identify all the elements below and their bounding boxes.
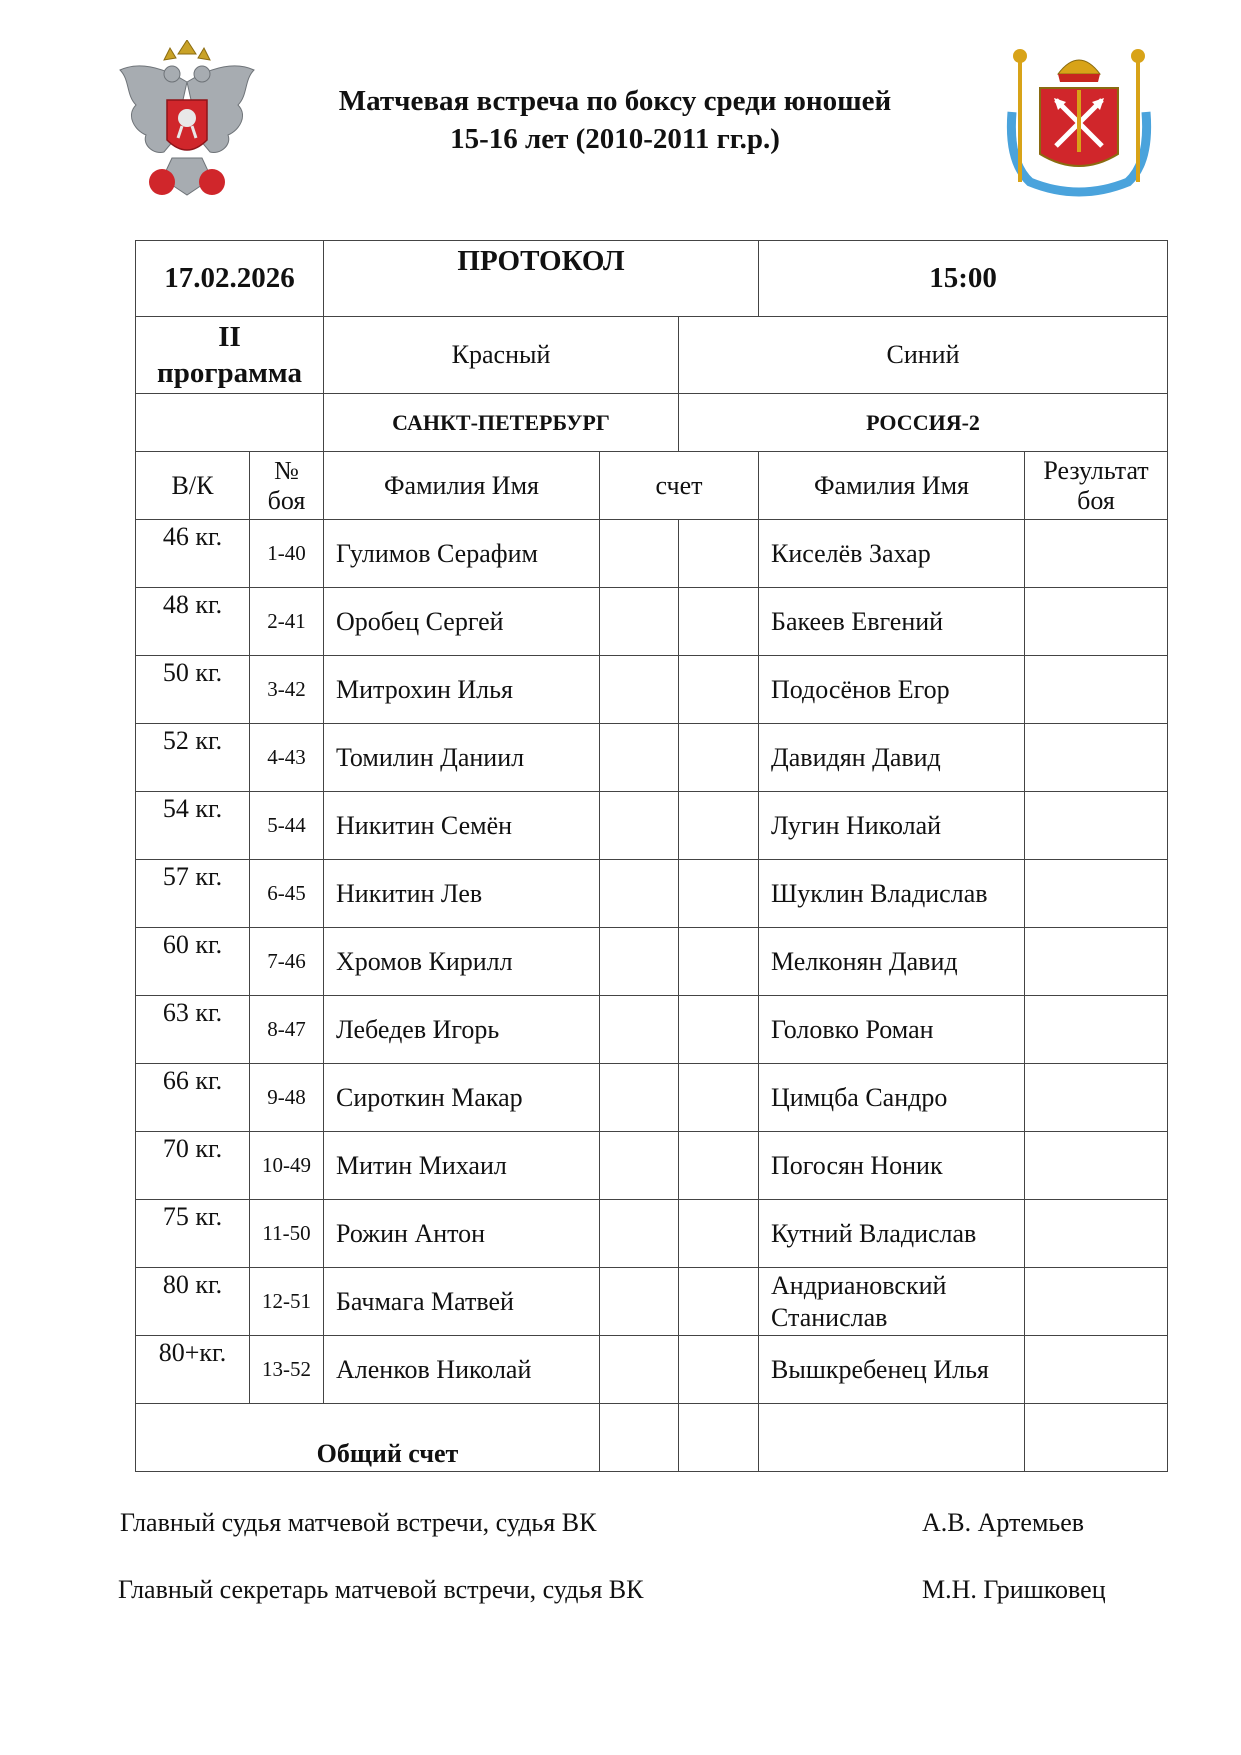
team-row <box>136 394 1168 452</box>
bout-result-cell <box>1025 1336 1168 1404</box>
bout-number: 8-47 <box>250 996 324 1064</box>
protocol-date: 17.02.2026 <box>136 241 324 317</box>
protocol-title: ПРОТОКОЛ <box>324 241 759 317</box>
bout-row <box>136 996 1168 1064</box>
blue-score-cell <box>679 1064 759 1132</box>
bout-row <box>136 1132 1168 1200</box>
red-boxer-name: Сироткин Макар <box>324 1064 600 1132</box>
weight-class: 52 кг. <box>136 724 250 792</box>
bout-number: 7-46 <box>250 928 324 996</box>
blue-score-cell <box>679 860 759 928</box>
red-score-cell <box>600 724 679 792</box>
bout-number: 10-49 <box>250 1132 324 1200</box>
red-score-cell <box>600 656 679 724</box>
weight-class: 80 кг. <box>136 1268 250 1336</box>
weight-class: 50 кг. <box>136 656 250 724</box>
bout-row <box>136 1336 1168 1404</box>
bout-result-cell <box>1025 520 1168 588</box>
weight-class: 70 кг. <box>136 1132 250 1200</box>
red-score-cell <box>600 588 679 656</box>
bout-number: 11-50 <box>250 1200 324 1268</box>
blue-boxer-name: Цимцба Сандро <box>759 1064 1025 1132</box>
bout-result-cell <box>1025 1132 1168 1200</box>
blue-score-cell <box>679 792 759 860</box>
red-boxer-name: Никитин Лев <box>324 860 600 928</box>
blue-boxer-name: Кутний Владислав <box>759 1200 1025 1268</box>
red-score-cell <box>600 1336 679 1404</box>
program-label: программа <box>157 357 302 389</box>
total-score-label: Общий счет <box>136 1404 600 1472</box>
saint-petersburg-coat-of-arms-icon <box>1000 42 1158 200</box>
total-blue-score-cell <box>679 1404 759 1472</box>
red-score-cell <box>600 1200 679 1268</box>
red-score-cell <box>600 928 679 996</box>
total-row <box>136 1404 1168 1472</box>
chief-secretary-role: Главный секретарь матчевой встречи, судья ВК <box>118 1575 644 1604</box>
red-team-name: САНКТ-ПЕТЕРБУРГ <box>324 394 679 452</box>
col-bout-header <box>250 452 324 520</box>
blue-score-cell <box>679 1200 759 1268</box>
bout-result-cell <box>1025 996 1168 1064</box>
bout-row <box>136 656 1168 724</box>
blue-score-cell <box>679 724 759 792</box>
red-score-cell <box>600 860 679 928</box>
bout-result-cell <box>1025 1064 1168 1132</box>
eagle-emblem-icon <box>112 40 262 202</box>
blue-score-cell <box>679 1336 759 1404</box>
blue-score-cell <box>679 928 759 996</box>
bout-row <box>136 588 1168 656</box>
col-result-header-line2: боя <box>1077 485 1115 515</box>
total-red-score-cell <box>600 1404 679 1472</box>
total-result-cell <box>1025 1404 1168 1472</box>
blue-boxer-name: Бакеев Евгений <box>759 588 1025 656</box>
col-result-header <box>1025 452 1168 520</box>
program-cell <box>136 317 324 394</box>
blue-boxer-name: Киселёв Захар <box>759 520 1025 588</box>
blue-team-name: РОССИЯ-2 <box>679 394 1168 452</box>
bout-number: 2-41 <box>250 588 324 656</box>
col-weight-header: В/К <box>136 452 250 520</box>
blue-boxer-name: Мелконян Давид <box>759 928 1025 996</box>
blue-boxer-name: Лугин Николай <box>759 792 1025 860</box>
red-boxer-name: Митин Михаил <box>324 1132 600 1200</box>
bout-number: 4-43 <box>250 724 324 792</box>
protocol-table <box>135 240 1168 1472</box>
weight-class: 80+кг. <box>136 1336 250 1404</box>
red-boxer-name: Гулимов Серафим <box>324 520 600 588</box>
bout-row <box>136 1064 1168 1132</box>
red-score-cell <box>600 1268 679 1336</box>
red-boxer-name: Хромов Кирилл <box>324 928 600 996</box>
program-number: II <box>218 321 241 353</box>
bout-number: 5-44 <box>250 792 324 860</box>
col-blue-name-header: Фамилия Имя <box>759 452 1025 520</box>
bout-result-cell <box>1025 1268 1168 1336</box>
weight-class: 63 кг. <box>136 996 250 1064</box>
red-boxer-name: Никитин Семён <box>324 792 600 860</box>
col-bout-header-line1: № <box>274 455 299 485</box>
bout-row <box>136 1200 1168 1268</box>
blue-score-cell <box>679 1268 759 1336</box>
bout-row <box>136 792 1168 860</box>
bout-row <box>136 1268 1168 1336</box>
weight-class: 57 кг. <box>136 860 250 928</box>
blue-score-cell <box>679 996 759 1064</box>
blue-score-cell <box>679 656 759 724</box>
corner-row <box>136 317 1168 394</box>
bout-row <box>136 928 1168 996</box>
weight-class: 60 кг. <box>136 928 250 996</box>
bout-rows <box>136 520 1168 1404</box>
col-bout-header-line2: боя <box>267 485 306 515</box>
red-boxer-name: Томилин Даниил <box>324 724 600 792</box>
bout-result-cell <box>1025 656 1168 724</box>
blue-boxer-name: Головко Роман <box>759 996 1025 1064</box>
weight-class: 75 кг. <box>136 1200 250 1268</box>
blue-corner-label: Синий <box>679 317 1168 394</box>
page-title <box>290 82 940 158</box>
column-header-row <box>136 452 1168 520</box>
red-score-cell <box>600 996 679 1064</box>
bout-number: 3-42 <box>250 656 324 724</box>
red-score-cell <box>600 792 679 860</box>
red-boxer-name: Митрохин Илья <box>324 656 600 724</box>
bout-number: 9-48 <box>250 1064 324 1132</box>
bout-number: 12-51 <box>250 1268 324 1336</box>
blue-boxer-name: Давидян Давид <box>759 724 1025 792</box>
protocol-time: 15:00 <box>759 241 1168 317</box>
red-score-cell <box>600 520 679 588</box>
red-boxer-name: Рожин Антон <box>324 1200 600 1268</box>
team-row-empty-cell <box>136 394 324 452</box>
bout-result-cell <box>1025 588 1168 656</box>
blue-boxer-name: Погосян Ноник <box>759 1132 1025 1200</box>
blue-score-cell <box>679 520 759 588</box>
blue-score-cell <box>679 588 759 656</box>
weight-class: 54 кг. <box>136 792 250 860</box>
bout-row <box>136 860 1168 928</box>
col-score-header: счет <box>600 452 759 520</box>
bout-result-cell <box>1025 792 1168 860</box>
red-boxer-name: Лебедев Игорь <box>324 996 600 1064</box>
title-line-1: Матчевая встреча по боксу среди юношей <box>338 85 892 117</box>
bout-row <box>136 724 1168 792</box>
title-line-2: 15-16 лет (2010-2011 гг.р.) <box>450 123 780 155</box>
bout-number: 13-52 <box>250 1336 324 1404</box>
blue-boxer-name: Шуклин Владислав <box>759 860 1025 928</box>
red-corner-label: Красный <box>324 317 679 394</box>
chief-judge-role: Главный судья матчевой встречи, судья ВК <box>120 1508 597 1537</box>
blue-score-cell <box>679 1132 759 1200</box>
weight-class: 48 кг. <box>136 588 250 656</box>
chief-judge-name: А.В. Артемьев <box>922 1508 1085 1537</box>
weight-class: 66 кг. <box>136 1064 250 1132</box>
weight-class: 46 кг. <box>136 520 250 588</box>
bout-result-cell <box>1025 928 1168 996</box>
chief-secretary-name: М.Н. Гришковец <box>922 1575 1106 1604</box>
red-boxer-name: Оробец Сергей <box>324 588 600 656</box>
header-row <box>136 241 1168 317</box>
bout-row <box>136 520 1168 588</box>
red-score-cell <box>600 1064 679 1132</box>
total-empty-cell <box>759 1404 1025 1472</box>
bout-result-cell <box>1025 860 1168 928</box>
blue-boxer-name: Андриановский Станислав <box>759 1268 1025 1336</box>
col-result-header-line1: Результат <box>1043 455 1149 485</box>
col-red-name-header: Фамилия Имя <box>324 452 600 520</box>
bout-result-cell <box>1025 724 1168 792</box>
bout-number: 1-40 <box>250 520 324 588</box>
bout-number: 6-45 <box>250 860 324 928</box>
red-score-cell <box>600 1132 679 1200</box>
blue-boxer-name: Подосёнов Егор <box>759 656 1025 724</box>
blue-boxer-name: Вышкребенец Илья <box>759 1336 1025 1404</box>
bout-result-cell <box>1025 1200 1168 1268</box>
red-boxer-name: Бачмага Матвей <box>324 1268 600 1336</box>
red-boxer-name: Аленков Николай <box>324 1336 600 1404</box>
